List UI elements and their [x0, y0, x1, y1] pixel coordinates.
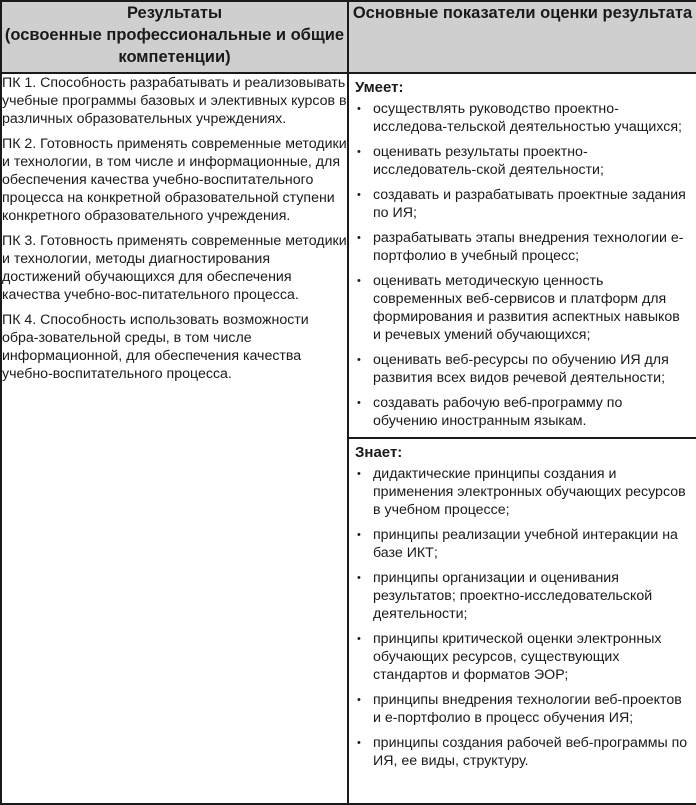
- list-item: • создавать и разрабатывать проектные задания по ИЯ;: [357, 187, 686, 221]
- bullet-icon: •: [357, 737, 361, 749]
- bullet-icon: •: [357, 275, 361, 287]
- znaet-list: [355, 465, 690, 770]
- list-item: • оценивать методическую ценность современных веб-сервисов и платформ для формирования и развития аспектных навыков и речевых умений обучающихся;: [357, 273, 680, 343]
- znaet-section: [349, 439, 696, 770]
- list-item: • оценивать результаты проектно-исследователь-ской деятельности;: [357, 144, 604, 178]
- list-item: • принципы организации и оценивания результатов; проектно-исследовательской деятельности;: [357, 570, 653, 622]
- list-item: • дидактические принципы создания и применения электронных обучающих ресурсов в учебном процессе;: [357, 466, 686, 518]
- header-results-line3: компетенции): [118, 48, 231, 66]
- list-item: • осуществлять руководство проектно-исследова-тельской деятельностью учащихся;: [357, 101, 682, 135]
- bullet-icon: •: [357, 232, 361, 244]
- umeet-list: [355, 100, 690, 430]
- header-results-line2: (освоенные профессиональные и общие: [4, 26, 345, 44]
- list-item: • принципы создания рабочей веб-программы по ИЯ, ее виды, структуру.: [357, 735, 688, 769]
- list-item: • принципы реализации учебной интеракции на базе ИКТ;: [357, 527, 678, 561]
- bullet-icon: •: [357, 189, 361, 201]
- competency-pk4: ПК 4. Способность использовать возможности обра-зовательной среды, в том числе информационной, для обеспечения качества учебно-воспитательного процесса.: [2, 312, 309, 382]
- bullet-icon: •: [357, 397, 361, 409]
- header-results-line1: Результаты: [126, 4, 223, 22]
- header-indicators: Основные показатели оценки результата: [348, 1, 696, 73]
- header-results: [1, 1, 348, 73]
- list-item: • принципы критической оценки электронных обучающих ресурсов, существующих стандартов и форматов ЭОР;: [357, 631, 662, 683]
- list-item: • разрабатывать этапы внедрения технологии е-портфолио в учебный процесс;: [357, 230, 684, 264]
- list-item: • принципы внедрения технологии веб-проектов и е-портфолио в процесс обучения ИЯ;: [357, 692, 682, 726]
- bullet-icon: •: [357, 146, 361, 158]
- umeet-title: Умеет:: [355, 79, 404, 96]
- competency-pk1: ПК 1. Способность разрабатывать и реализовывать учебные программы базовых и элективных курсов в различных образовательных учреждениях.: [2, 75, 347, 127]
- umeet-section: [349, 74, 696, 430]
- bullet-icon: •: [357, 572, 361, 584]
- bullet-icon: •: [357, 354, 361, 366]
- bullet-icon: •: [357, 633, 361, 645]
- list-item: • оценивать веб-ресурсы по обучению ИЯ для развития всех видов речевой деятельности;: [357, 352, 669, 386]
- bullet-icon: •: [357, 103, 361, 115]
- competency-pk3: ПК 3. Готовность применять современные методики и технологии, методы диагностирования достижений обучающихся для обеспечения качества учебно-вос-питательного процесса.: [2, 233, 347, 303]
- indicators-cell: [348, 73, 696, 804]
- bullet-icon: •: [357, 694, 361, 706]
- competency-pk2: ПК 2. Готовность применять современные методики и технологии, в том числе и информационные, для обеспечения качества учебно-воспитательного процесса на конкретной образовательной ступени конкретного образовательного учреждения.: [2, 136, 347, 224]
- competencies-cell: [1, 73, 348, 804]
- bullet-icon: •: [357, 468, 361, 480]
- znaet-title: Знает:: [355, 444, 403, 461]
- bullet-icon: •: [357, 529, 361, 541]
- list-item: • создавать рабочую веб-программу по обучению иностранным языкам.: [357, 395, 623, 429]
